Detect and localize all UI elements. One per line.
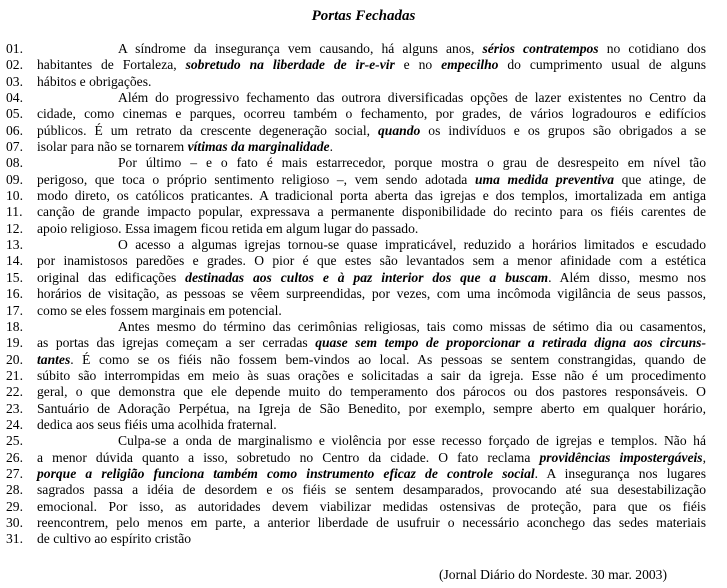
text-line xyxy=(0,155,727,171)
line-number: 12. xyxy=(6,220,23,236)
line-number: 23. xyxy=(6,400,23,416)
line-number: 14. xyxy=(6,253,23,269)
line-number: 08. xyxy=(6,155,23,171)
line-text xyxy=(118,41,706,57)
text-segment: os indivíduos e os grupos são obrigados a se xyxy=(420,122,706,138)
text-segment: emocional. Por isso, as autoridades devem viabilizar medidas ostensivas de proteção, para que os fiéis xyxy=(37,498,706,514)
line-number: 06. xyxy=(6,122,23,138)
text-line xyxy=(0,417,727,433)
line-number: 10. xyxy=(6,188,23,204)
line-text xyxy=(37,335,706,351)
line-text xyxy=(37,450,706,466)
emphasized-phrase: sobretudo na liberdade de ir-e-vir xyxy=(185,57,395,73)
text-line xyxy=(0,319,727,335)
text-segment: geral, o que demonstra que ele depende muito do temperamento dos párocos ou dos pastores responsáveis. O xyxy=(37,384,706,400)
text-segment: públicos. É um retrato da crescente degeneração social, xyxy=(37,122,378,138)
line-text xyxy=(37,57,706,73)
emphasized-phrase: uma medida preventiva xyxy=(474,171,615,187)
line-text xyxy=(118,90,706,106)
text-line xyxy=(0,384,727,400)
line-number: 22. xyxy=(6,384,23,400)
line-text xyxy=(37,482,706,498)
text-segment: a menor dúvida quanto a isso, sobretudo no Centro da cidade. O fato reclama xyxy=(37,449,540,465)
text-segment: . Além disso, mesmo nos xyxy=(548,269,707,285)
line-text xyxy=(118,237,706,253)
line-number: 01. xyxy=(6,41,23,56)
text-segment: súbito são interrompidas em meio às suas orações e solicitadas a sair da igreja. Esse não é um procedimento xyxy=(37,367,706,383)
line-text xyxy=(37,368,706,384)
text-line xyxy=(0,237,727,253)
line-text xyxy=(37,466,706,482)
text-line xyxy=(0,515,727,531)
text-segment: como se eles fossem marginais em potencial. xyxy=(37,302,282,318)
text-segment: no cotidiano dos xyxy=(598,41,707,56)
text-segment: sagrados passa a idéia de desordem e os fiéis se sentem desamparados, provocando até sua desestabilização xyxy=(37,482,706,498)
line-text xyxy=(37,270,706,286)
text-segment: do cumprimento usual de alguns xyxy=(498,57,707,73)
line-number: 20. xyxy=(6,351,23,367)
line-number: 17. xyxy=(6,302,23,318)
text-line xyxy=(0,123,727,139)
text-line xyxy=(0,204,727,220)
line-text xyxy=(118,155,706,171)
line-text xyxy=(37,172,706,188)
line-number: 11. xyxy=(6,204,23,220)
line-number: 18. xyxy=(6,318,23,334)
text-segment: que atinge, de xyxy=(614,171,707,187)
line-number: 13. xyxy=(6,237,23,253)
text-line xyxy=(0,433,727,449)
emphasized-phrase: providências impostergáveis xyxy=(539,449,703,465)
text-segment: as portas das igrejas começam a ser cerradas xyxy=(37,335,316,351)
line-text xyxy=(37,303,706,319)
text-line xyxy=(0,352,727,368)
line-number: 02. xyxy=(6,57,23,73)
text-segment: Por último – e o fato é mais estarrecedor, porque mostra o grau de desrespeito em nível tão xyxy=(118,155,706,171)
text-segment: Antes mesmo do término das cerimônias religiosas, tais como missas de sétimo dia ou casamentos, xyxy=(118,318,706,334)
line-number: 03. xyxy=(6,73,23,89)
line-text xyxy=(37,531,706,547)
emphasized-phrase: empecilho xyxy=(441,57,499,73)
line-number: 26. xyxy=(6,449,23,465)
text-line xyxy=(0,368,727,384)
emphasized-phrase: vítimas da marginalidade xyxy=(187,139,330,155)
text-segment: perigoso, que toca o próprio sentimento religioso –, vem sendo adotada xyxy=(37,171,475,187)
line-text xyxy=(37,123,706,139)
text-segment: . É como se os fiéis não fossem bem-vindos ao local. As pessoas se sentem constrangidas, quando de xyxy=(70,351,706,367)
line-number: 31. xyxy=(6,531,23,547)
line-text xyxy=(37,417,706,433)
text-line xyxy=(0,188,727,204)
text-line xyxy=(0,466,727,482)
text-line xyxy=(0,531,727,547)
line-number: 29. xyxy=(6,498,23,514)
line-text xyxy=(37,352,706,368)
text-line xyxy=(0,57,727,73)
text-segment: modo direto, os católicos praticantes. A tradicional porta aberta das igrejas e dos templos, imortalizada em antiga xyxy=(37,188,706,204)
text-segment: dedica aos seus fiéis uma acolhida fraternal. xyxy=(37,416,277,432)
text-segment: . xyxy=(329,139,333,155)
text-line xyxy=(0,499,727,515)
line-text xyxy=(37,515,706,531)
emphasized-phrase: sérios contratempos xyxy=(482,41,599,56)
text-segment: habitantes de Fortaleza, xyxy=(37,57,186,73)
text-line xyxy=(0,450,727,466)
document-title: Portas Fechadas xyxy=(311,8,416,24)
line-text xyxy=(37,499,706,515)
text-segment: Culpa-se a onda de marginalismo e violência por esse recesso forçado de igrejas e templos. Não há xyxy=(118,433,706,449)
text-line xyxy=(0,90,727,106)
text-line xyxy=(0,401,727,417)
text-segment: Além do progressivo fechamento das outrora diversificadas opções de lazer existentes no Centro da xyxy=(118,90,706,106)
text-segment: de cultivo ao espírito cristão xyxy=(37,531,192,547)
text-line xyxy=(0,303,727,319)
text-line xyxy=(0,482,727,498)
text-segment: isolar para não se tornarem xyxy=(37,139,188,155)
text-segment: reencontrem, pelo menos em parte, a anterior liberdade de usufruir o necessário aconchego das sedes materiais xyxy=(37,514,706,530)
text-line xyxy=(0,286,727,302)
line-number: 28. xyxy=(6,482,23,498)
text-segment: hábitos e obrigações. xyxy=(37,73,152,89)
text-segment: Santuário de Adoração Perpétua, na Igreja de São Benedito, por exemplo, sempre aberto em qualquer horário, xyxy=(37,400,706,416)
line-number: 04. xyxy=(6,90,23,106)
line-text xyxy=(118,433,706,449)
text-segment: original das edificações xyxy=(37,269,186,285)
text-line xyxy=(0,335,727,351)
text-line xyxy=(0,270,727,286)
text-line xyxy=(0,74,727,90)
text-line xyxy=(0,172,727,188)
text-segment: e no xyxy=(394,57,442,73)
line-text xyxy=(37,401,706,417)
line-text xyxy=(37,384,706,400)
text-line xyxy=(0,41,727,57)
text-line xyxy=(0,221,727,237)
text-segment: A síndrome da insegurança vem causando, há alguns anos, xyxy=(118,41,483,56)
text-segment: horários de visitação, as pessoas se vêem surpreendidas, por vezes, com uma incômoda vigilância de seus passos, xyxy=(37,286,706,302)
line-number: 07. xyxy=(6,139,23,155)
line-number: 25. xyxy=(6,433,23,449)
line-number: 05. xyxy=(6,106,23,122)
text-segment: cidade, como cinemas e parques, ocorreu também o fechamento, por grades, de vários logradouros e edifícios xyxy=(37,106,706,122)
text-segment: por inamistosos paredões e grades. O pior é que estes são levantados sem a menor afinidade com a estética xyxy=(37,253,706,269)
line-number: 27. xyxy=(6,465,23,481)
line-number: 24. xyxy=(6,416,23,432)
emphasized-phrase: quando xyxy=(378,122,421,138)
text-segment: apoio religioso. Essa imagem ficou retida em algum lugar do passado. xyxy=(37,220,419,236)
line-text xyxy=(37,74,706,90)
line-text xyxy=(37,286,706,302)
text-segment: . A insegurança nos lugares xyxy=(534,465,706,481)
source-citation: (Jornal Diário do Nordeste. 30 mar. 2003) xyxy=(438,567,667,582)
text-segment: O acesso a algumas igrejas tornou-se quase impraticável, reduzido a horários limitados e escudado xyxy=(118,237,706,253)
text-line xyxy=(0,106,727,122)
emphasized-phrase: quase sem tempo de proporcionar a retirada digna aos circuns- xyxy=(315,335,706,351)
line-number: 30. xyxy=(6,514,23,530)
text-line xyxy=(0,253,727,269)
line-number: 16. xyxy=(6,286,23,302)
line-text xyxy=(37,253,706,269)
text-segment: canção de grande impacto popular, expressava a permanente disponibilidade do recinto para os fiéis carentes de xyxy=(37,204,706,220)
text-line xyxy=(0,139,727,155)
line-number: 19. xyxy=(6,335,23,351)
line-number: 21. xyxy=(6,367,23,383)
article-body xyxy=(0,41,727,548)
line-text xyxy=(37,221,706,237)
line-text xyxy=(37,204,706,220)
text-segment: , xyxy=(702,449,706,465)
line-text xyxy=(37,106,706,122)
line-text xyxy=(37,188,706,204)
line-text xyxy=(118,319,706,335)
line-text xyxy=(37,139,706,155)
emphasized-phrase: tantes xyxy=(37,351,71,367)
line-number: 15. xyxy=(6,269,23,285)
emphasized-phrase: porque a religião funciona também como instrumento eficaz de controle social xyxy=(37,465,535,481)
emphasized-phrase: destinadas aos cultos e à paz interior dos que a buscam xyxy=(185,269,549,285)
line-number: 09. xyxy=(6,171,23,187)
